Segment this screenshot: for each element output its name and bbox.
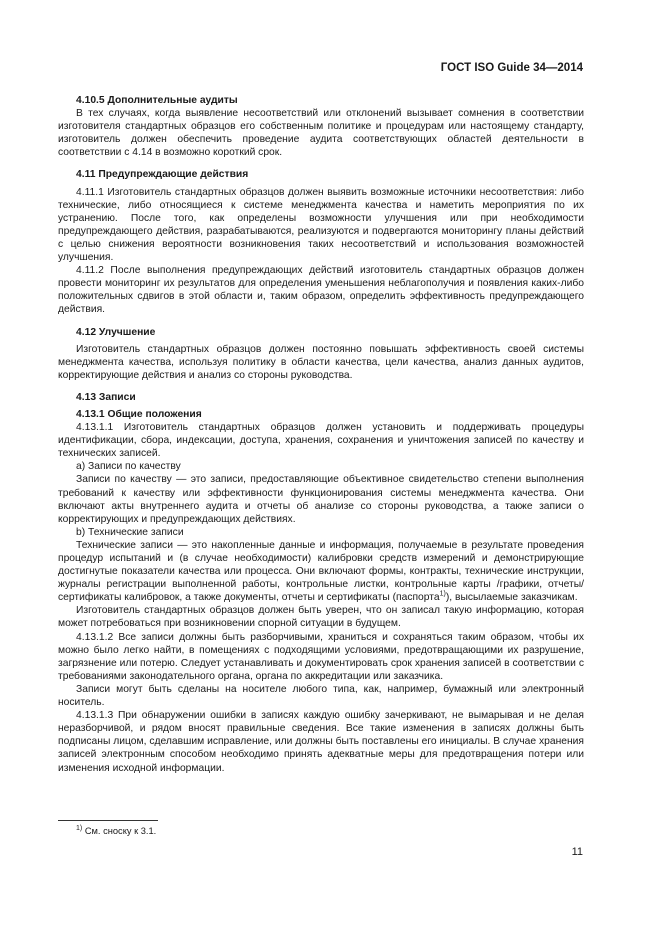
text-run: Технические записи — это накопленные данные и информация, получаемые в результате проведения процедур испытаний и (в случае необходимости) калибровки средств измерений и демонстрирующие достигнутые показатели качества или процесса. Они включают формы, контракты, технические инструкции, журналы регистрации выполненной работы, контрольные листки, контрольные карты /графики, отчеты/сертификаты калибровок, а также документы, отчеты и сертификаты (паспорта [58, 539, 584, 604]
document-header: ГОСТ ISO Guide 34—2014 [440, 62, 583, 74]
paragraph: В тех случаях, когда выявление несоответствий или отклонений вызывает сомнения в соответствии изготовителя стандартных образцов его собственным политике и процедурам или настоящему стандарту, изготовитель должен обеспечить проведение аудита соответствующих областей деятельности в соответствии с 4.14 в возможно короткий срок. [58, 108, 584, 159]
paragraph: 4.11.1 Изготовитель стандартных образцов должен выявить возможные источники несоответствия: либо технические, либо относящиеся к системе менеджмента качества и наметить мероприятия по их устранению. После того, как определены возможности улучшения или при необходимости предупреждающего действия, разрабатываются, реализуются и подвергаются мониторингу планы действий с целью снижения вероятности возникновения таких несоответствий и использования возможностей улучшения. [58, 186, 584, 264]
section-heading-4-10-5: 4.10.5 Дополнительные аудиты [76, 95, 238, 106]
footnote-marker: 1) [76, 824, 83, 832]
paragraph: Изготовитель стандартных образцов должен быть уверен, что он записал такую информацию, которая может потребоваться при возникновении спорной ситуации в будущем. [58, 605, 584, 630]
paragraph: Записи по качеству — это записи, предоставляющие объективное свидетельство степени выполнения требований к качеству или эффективности функционирования системы менеджмента качества. Они включают акты внутреннего аудита и отчеты об анализе со стороны руководства, а также записи о корректирующих и предупреждающих действиях. [58, 474, 584, 525]
text-run: ), высылаемые заказчикам. [445, 592, 578, 604]
footnote-divider [58, 820, 158, 821]
paragraph: 4.13.1.2 Все записи должны быть разборчивыми, храниться и сохраняться таким образом, чтобы их можно было легко найти, в помещениях с подходящими условиями, предотвращающими их разрушение, загрязнение или потерю. Следует устанавливать и документировать срок хранения записей в соответствии с требованиями законодательного органа, органа по аккредитации или заказчика. [58, 631, 584, 682]
footnote-text: См. сноску к 3.1. [84, 826, 157, 836]
page-body [58, 94, 584, 775]
paragraph: 4.13.1.1 Изготовитель стандартных образцов должен установить и поддерживать процедуры идентификации, сбора, индексации, доступа, хранения, сохранения и уничтожения записей по качеству и технических записей. [58, 422, 584, 460]
footnote-reference: 1) [439, 590, 446, 598]
section-heading-4-13: 4.13 Записи [76, 391, 136, 403]
footnote [76, 826, 156, 836]
paragraph: Изготовитель стандартных образцов должен постоянно повышать эффективность своей системы менеджмента качества, используя политику в области качества, цели качества, анализ данных аудитов, корректирующие действия и анализ со стороны руководства. [58, 343, 584, 381]
paragraph: 4.13.1.3 При обнаружении ошибки в записях каждую ошибку зачеркивают, не вымарывая и не делая неразборчивой, и рядом вносят правильные сведения. Все такие изменения в записях должны быть подписаны лицом, сделавшим исправление, или должны быть поставлены его инициалы. В случае хранения записей электронным способом необходимо принять адекватные меры для предотвращения потери или изменения исходной информации. [58, 710, 584, 774]
paragraph [58, 539, 584, 604]
section-heading-4-12: 4.12 Улучшение [76, 326, 156, 338]
section-heading-4-11: 4.11 Предупреждающие действия [76, 169, 249, 181]
list-item-label: а) Записи по качеству [76, 461, 181, 473]
paragraph: 4.11.2 После выполнения предупреждающих действий изготовитель стандартных образцов должен провести мониторинг их результатов для определения уменьшения неблагополучия и появления каких-либо положительных сдвигов в этой области и, таким образом, определить эффективность предупреждающего действия. [58, 265, 584, 316]
paragraph: Записи могут быть сделаны на носителе любого типа, как, например, бумажный или электронный носитель. [58, 683, 584, 709]
list-item-label: b) Технические записи [76, 526, 184, 538]
subsection-heading-4-13-1: 4.13.1 Общие положения [76, 408, 202, 420]
page-number: 11 [571, 846, 583, 858]
